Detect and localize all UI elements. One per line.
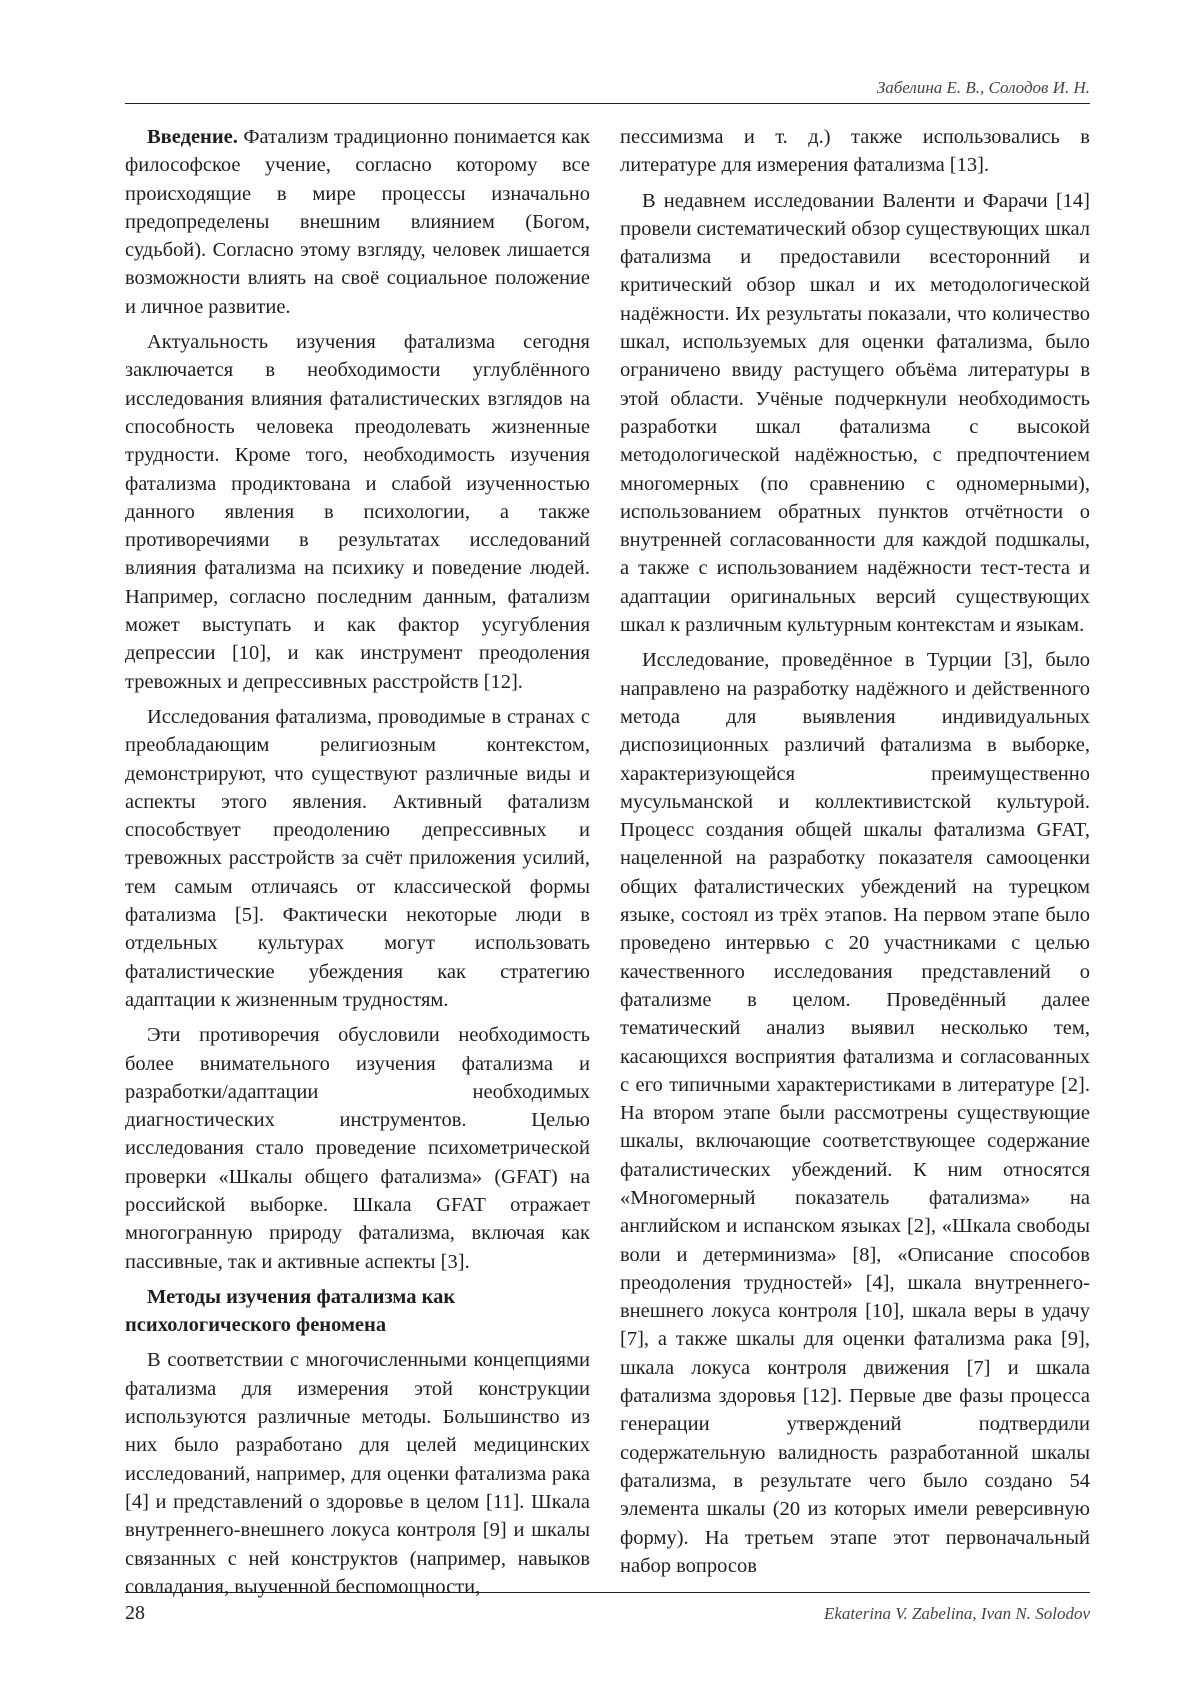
header-rule [125, 103, 1090, 104]
right-column [620, 123, 1090, 1580]
paragraph-religious-context: Исследования фатализма, проводимые в странах с преобладающим религиозным контекстом, демонстрируют, что существуют различные виды и аспекты этого явления. Активный фатализм способствует преодолению депрессивных и тревожных расстройств за счёт приложения усилий, тем самым отличаясь от классической формы фатализма [5]. Фактически некоторые люди в отдельных культурах могут использовать фаталистические убеждения как стратегию адаптации к жизненным трудностям. [125, 705, 590, 1011]
section-heading: Методы изучения фатализма как психологического феномена [125, 1285, 456, 1337]
paragraph-relevance: Актуальность изучения фатализма сегодня заключается в необходимости углублённого исследования влияния фаталистических взглядов на способность человека преодолевать жизненные трудности. Кроме того, необходимость изучения фатализма продиктована и слабой изученностью данного явления в психологии, а также противоречиями в результатах исследований влияния фатализма на психику и поведение людей. Например, согласно последним данным, фатализм может выступать и как фактор усугубления депрессии [10], и как инструмент преодоления тревожных и депрессивных расстройств [12]. [125, 331, 590, 693]
page-number: 28 [125, 1602, 145, 1624]
paragraph-continuation: пессимизма и т. д.) также использовались в литературе для измерения фатализма [13]. [620, 126, 1090, 177]
introduction-text: Фатализм традиционно понимается как философское учение, согласно которому все происходящие в мире процессы изначально предопределены внешним влиянием (Богом, судьбой). Согласно этому взгляду, человек лишается возможности влиять на своё социальное положение и личное развитие. [125, 126, 590, 318]
paragraph-methods: В соответствии с многочисленными концепциями фатализма для измерения этой конструкции используются различные методы. Большинство из них было разработано для целей медицинских исследований, например, для оценки фатализма рака [4] и представлений о здоровье в целом [11]. Шкала внутреннего-внешнего локуса контроля [9] и шкалы связанных с ней конструктов (например, навыков совладания, выученной беспомощности, [125, 1349, 590, 1598]
left-column [125, 123, 590, 1601]
introduction-lead: Введение. [147, 126, 238, 148]
paragraph-valenti-review: В недавнем исследовании Валенти и Фарачи [14] провели систематический обзор существующих шкал фатализма и предоставили всесторонний и критический обзор шкал и их методологической надёжности. Их результаты показали, что количество шкал, используемых для оценки фатализма, было ограничено ввиду растущего объёма литературы в этой области. Учёные подчеркнули необходимость разработки шкал фатализма с высокой методологической надёжностью, с предпочтением многомерных (по сравнению с одномерными), использованием обратных пунктов отчётности о внутренней согласованности для каждой подшкалы, а также с использованием надёжности тест-теста и адаптации оригинальных версий существующих шкал к различным культурным контекстам и языкам. [620, 189, 1090, 637]
running-head: Забелина Е. В., Солодов И. Н. [876, 78, 1090, 97]
paragraph-research-goal: Эти противоречия обусловили необходимость более внимательного изучения фатализма и разработки/адаптации необходимых диагностических инструментов. Целью исследования стало проведение психометрической проверки «Шкалы общего фатализма» (GFAT) на российской выборке. Шкала GFAT отражает многогранную природу фатализма, включая как пассивные, так и активные аспекты [3]. [125, 1024, 590, 1273]
footer-rule [125, 1592, 1090, 1593]
running-foot: Ekaterina V. Zabelina, Ivan N. Solodov [824, 1604, 1090, 1623]
paragraph-introduction [125, 123, 590, 321]
paragraph-turkey-study: Исследование, проведённое в Турции [3], было направлено на разработку надёжного и действенного метода для выявления индивидуальных диспозиционных различий фатализма в выборке, характеризующейся преимущественно мусульманской и коллективистской культурой. Процесс создания общей шкалы фатализма GFAT, нацеленной на разработку показателя самооценки общих фаталистических убеждений на турецком языке, состоял из трёх этапов. На первом этапе было проведено интервью с 20 участниками с целью качественного исследования представлений о фатализме в целом. Проведённый далее тематический анализ выявил несколько тем, касающихся восприятия фатализма и согласованных с его типичными характеристиками в литературе [2]. На втором этапе были рассмотрены существующие шкалы, включающие соответствующее содержание фаталистических убеждений. К ним относятся «Многомерный показатель фатализма» на английском и испанском языках [2], «Шкала свободы воли и детерминизма» [8], «Описание способов преодоления трудностей» [4], шкала внутреннего-внешнего локуса контроля [10], шкала веры в удачу [7], а также шкалы для оценки фатализма рака [9], шкала локуса контроля движения [7] и шкала фатализма здоровья [12]. Первые две фазы процесса генерации утверждений подтвердили содержательную валидность разработанной шкалы фатализма, в результате чего было создано 54 элемента шкалы (20 из которых имели реверсивную форму). На третьем этапе этот первоначальный набор вопросов [620, 649, 1090, 1577]
